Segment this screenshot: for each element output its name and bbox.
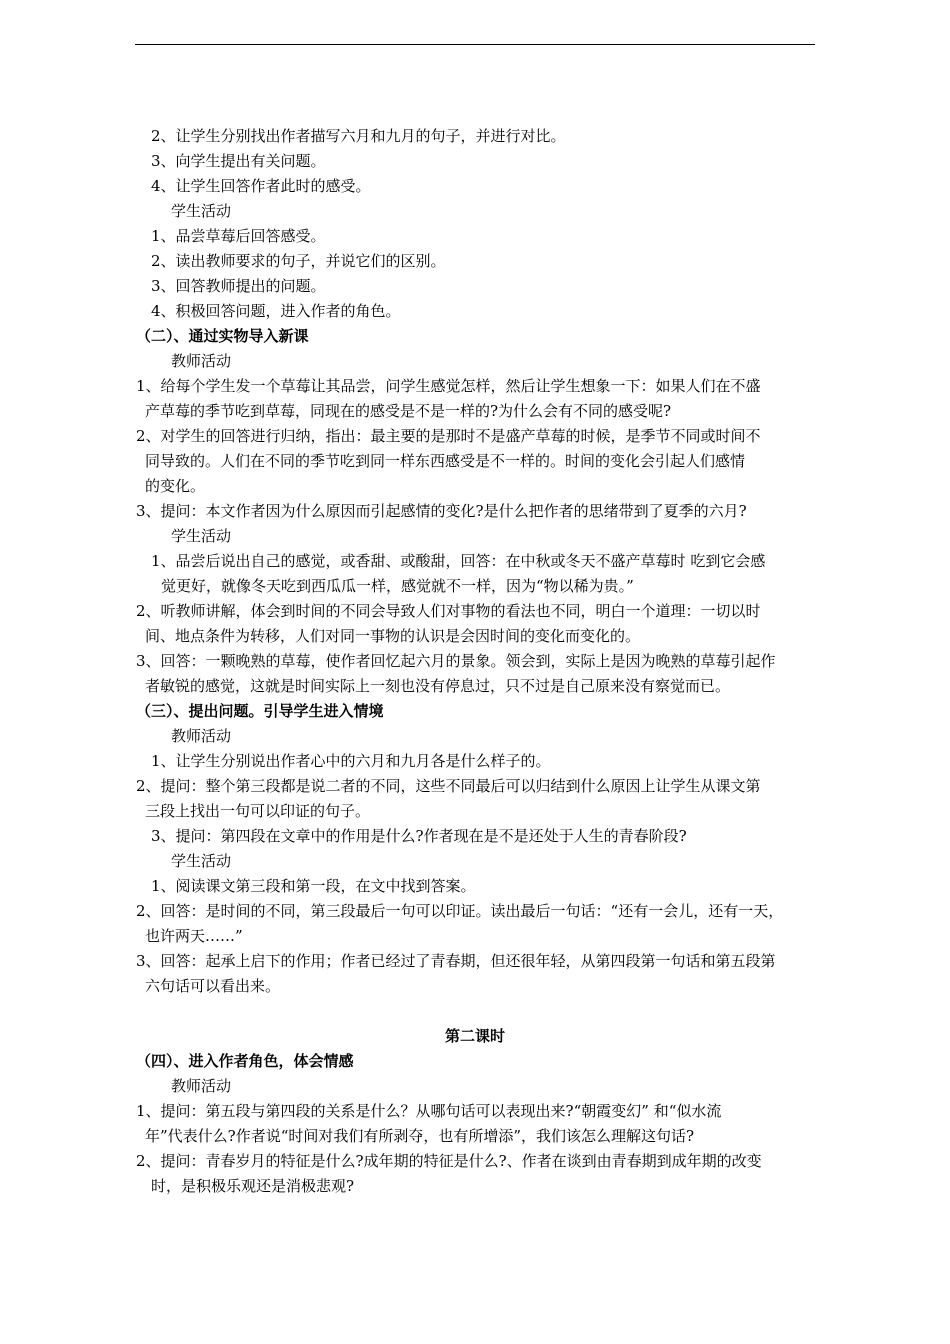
section-heading: （四）、进入作者角色，体会情感: [136, 1052, 354, 1070]
activity-label: 教师活动: [171, 1077, 232, 1095]
text-line: 3、提问：第四段在文章中的作用是什么?作者现在是不是还处于人生的青春阶段?: [151, 827, 687, 845]
lesson-title: 第二课时: [444, 1027, 505, 1045]
text-line: 2、提问：青春岁月的特征是什么?成年期的特征是什么?、作者在谈到由青春期到成年期的改变: [136, 1152, 762, 1170]
text-line: 2、让学生分别找出作者描写六月和九月的句子，并进行对比。: [151, 127, 566, 145]
text-line: 三段上找出一句可以印证的句子。: [145, 802, 371, 820]
text-line: 3、回答：一颗晚熟的草莓，使作者回忆起六月的景象。领会到，实际上是因为晚熟的草莓引起作: [136, 652, 776, 670]
text-line: 的变化。: [145, 477, 206, 495]
text-line: 4、积极回答问题，进入作者的角色。: [151, 302, 401, 320]
text-line: 2、回答：是时间的不同，第三段最后一句可以印证。读出最后一句话：“还有一会儿，还有一天，: [136, 902, 784, 920]
text-line: 产草莓的季节吃到草莓，同现在的感受是不是一样的?为什么会有不同的感受呢?: [145, 402, 672, 420]
text-line: 1、让学生分别说出作者心中的六月和九月各是什么样子的。: [151, 752, 551, 770]
text-line: 1、品尝后说出自己的感觉，或香甜、或酸甜，回答：在中秋或冬天不盛产草莓时 吃到它会感: [151, 552, 766, 570]
text-line: 1、品尝草莓后回答感受。: [151, 227, 326, 245]
header-rule: [135, 44, 815, 45]
text-line: 4、让学生回答作者此时的感受。: [151, 177, 371, 195]
text-line: 时，是积极乐观还是消极悲观?: [151, 1177, 355, 1195]
text-line: 2、对学生的回答进行归纳，指出：最主要的是那时不是盛产草莓的时候，是季节不同或时间不: [136, 427, 761, 445]
activity-label: 教师活动: [171, 352, 232, 370]
text-line: 觉更好，就像冬天吃到西瓜瓜一样，感觉就不一样，因为“物以稀为贵。”: [161, 577, 634, 595]
activity-label: 教师活动: [171, 727, 232, 745]
text-line: 3、提问：本文作者因为什么原因而引起感情的变化?是什么把作者的思绪带到了夏季的六月?: [136, 502, 747, 520]
text-line: 同导致的。人们在不同的季节吃到同一样东西感受是不一样的。时间的变化会引起人们感情: [145, 452, 746, 470]
text-line: 2、提问：整个第三段都是说二者的不同，这些不同最后可以归结到什么原因上让学生从课文第: [136, 777, 761, 795]
activity-label: 学生活动: [171, 202, 232, 220]
text-line: 1、给每个学生发一个草莓让其品尝，问学生感觉怎样，然后让学生想象一下：如果人们在不盛: [136, 377, 761, 395]
text-line: 六句话可以看出来。: [145, 977, 281, 995]
activity-label: 学生活动: [171, 527, 232, 545]
activity-label: 学生活动: [171, 852, 232, 870]
text-line: 1、阅读课文第三段和第一段，在文中找到答案。: [151, 877, 476, 895]
text-line: 2、听教师讲解，体会到时间的不同会导致人们对事物的看法也不同，明白一个道理：一切以时: [136, 602, 761, 620]
section-heading: （三）、提出问题。引导学生进入情境: [136, 702, 384, 720]
text-line: 1、提问：第五段与第四段的关系是什么？从哪句话可以表现出来?“朝霞变幻” 和“似水流: [136, 1102, 722, 1120]
text-line: 年”代表什么?作者说“时间对我们有所剥夺，也有所增添”，我们该怎么理解这句话?: [145, 1127, 695, 1145]
text-line: 也许两天……”: [145, 927, 243, 945]
text-line: 2、读出教师要求的句子，并说它们的区别。: [151, 252, 446, 270]
text-line: 3、回答教师提出的问题。: [151, 277, 326, 295]
text-line: 间、地点条件为转移，人们对同一事物的认识是会因时间的变化而变化的。: [145, 627, 641, 645]
text-line: 3、回答：起承上启下的作用；作者已经过了青春期，但还很年轻，从第四段第一句话和第五段第: [136, 952, 776, 970]
text-line: 者敏锐的感觉，这就是时间实际上一刻也没有停息过，只不过是自己原来没有察觉而已。: [145, 677, 731, 695]
section-heading: （二）、通过实物导入新课: [136, 327, 309, 345]
text-line: 3、向学生提出有关问题。: [151, 152, 326, 170]
